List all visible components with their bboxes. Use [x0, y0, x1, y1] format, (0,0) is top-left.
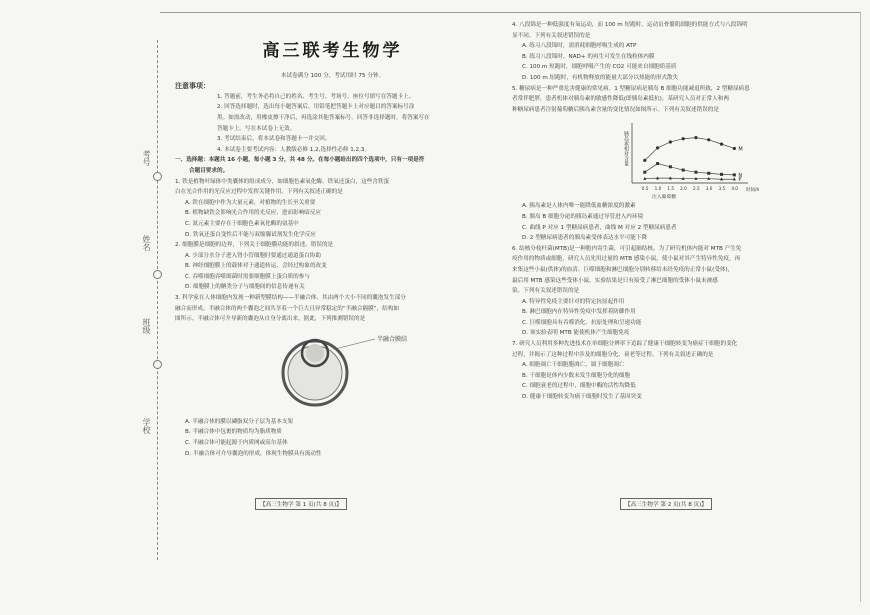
question-stem: 融合而形成。半融合体的两个囊泡之间共享着一个巨大且异常稳定的“半融合隔膜”，结构如 [175, 305, 399, 312]
question-stem: 7. 研究人员利用多种先进技术在单细胞分辨率下追踪了健康干细胞转变为癌症干细胞的变化 [512, 341, 738, 348]
sidebar-label-exam-number: 考号 [142, 150, 151, 166]
option: A. 特异性免疫主要针对的特定抗原起作用 [522, 298, 625, 305]
option: C. 100 m 短跑时，细胞呼吸产生的 CO2 可能来自细胞质基质 [522, 64, 677, 71]
data-point-M [694, 136, 697, 139]
data-point-M [643, 159, 646, 162]
data-point-N [682, 169, 685, 172]
x-tick-label: 3.0 [705, 186, 713, 192]
data-point-M [656, 147, 659, 150]
binding-hole [153, 270, 162, 279]
notice-line: 2. 回答选择题时，选出每小题答案后，用铅笔把答题卡上对应题目的答案标号涂 [217, 104, 415, 111]
notice-line: 3. 考试结束后，将本试卷和答题卡一并交回。 [217, 136, 331, 143]
question-stem: 白在光合作用的光反应过程中发挥关键作用。下列有关叙述正确的是 [175, 189, 343, 196]
question-stem: 1. 铁是植物叶绿体中类囊体的组成成分，如细胞色素氧化酶、铁氧还蛋白，这些含铁蛋 [175, 178, 390, 185]
option: C. 曲线 P 对应 1 型糖尿病患者，曲线 M 对应 2 型糖尿病患者 [522, 224, 677, 231]
option: A. 细胞凋亡干细胞胞凋亡，属于细胞凋亡 [522, 362, 625, 369]
question-stem: 5. 糖尿病是一种严重危害健康的常见病。1 型糖尿病是胰岛 B 细胞功能减退所致，2 型糖尿病患 [512, 85, 750, 92]
y-axis-label: 胰岛素相对含量 [623, 131, 629, 167]
data-point-N [694, 171, 697, 174]
option: A. 半融合体的膜以磷脂双分子层为基本支架 [185, 418, 293, 425]
option: A. 少部分水分子进入肾小管细胞时要通过通道蛋白协助 [185, 252, 321, 259]
series-label-N: N [738, 173, 743, 180]
notice-title: 注意事项： [175, 82, 210, 91]
series-label-P: P [738, 177, 742, 184]
option: B. 半融合体中包裹的物质均为脂质物质 [185, 429, 282, 436]
option: D. 铁氧还蛋白变性后不能与双缩脲试剂发生化学反应 [185, 231, 316, 238]
figure-label: 半融合膜结 [377, 335, 408, 343]
exam-title: 高三联考生物学 [262, 41, 403, 61]
question-stem: 染。下列有关叙述错误的是 [512, 288, 580, 295]
option: D. 健康干细胞转变为癌干细胞时发生了基因突变 [522, 394, 642, 401]
top-border [160, 12, 860, 13]
section-heading: 一、选择题：本题共 16 小题，每小题 3 分，共 48 分。在每小题给出的四个选项中，只有一项是符 [175, 157, 425, 164]
option: B. 神经细胞膜上的载体对于通道转运，会经过构象的改变 [185, 263, 327, 270]
data-point-N [656, 162, 659, 165]
notice-line: 4. 本试卷主要考试内容：人教版必修 1,2,选择性必修 1,2,3。 [217, 146, 371, 153]
option: D. 该实验表明 MTB 能使机体产生细胞免疫 [522, 330, 630, 337]
x-tick-label: 1.5 [667, 186, 675, 192]
question-stem: 2. 细胞膜是细胞的边界，下列关于细胞膜功能的叙述，错误的是 [175, 242, 334, 249]
binding-hole [153, 172, 162, 181]
option: C. 半融合体可能起源于内质网或高尔基体 [185, 440, 288, 447]
x-axis-label: 时间/h [746, 188, 760, 194]
notice-line: 1. 答题前，考生务必将自己的姓名、考生号、考场号、座位号填写在答题卡上。 [217, 93, 415, 100]
x-tick-label: 4.0 [731, 186, 738, 192]
option: A. 胰岛素是人体内唯一能降低血糖浓度的激素 [522, 203, 636, 210]
question-stem: 者常伴肥胖，患者机体对胰岛素的敏感性降低(即胰岛素抵抗)。某研究人员对正常人和两 [512, 96, 729, 103]
question-stem: 显不同。下列有关叙述错误的是 [512, 32, 591, 39]
question-stem: 疫作用的物质或细胞，研究人员先用过量的 MTB 感染小鼠，使小鼠对其产生特异性免疫，再 [512, 256, 741, 263]
insulin-chart-svg [512, 117, 842, 199]
x-tick-label: 2.0 [680, 186, 687, 192]
hemifusion-diagram [175, 327, 490, 415]
question-stem: 6. 结核分枝杆菌(MTB)是一种胞内寄生菌，可引起肺结核。为了研究机体内能对 MTB 产生免 [512, 245, 742, 252]
question-stem: 最后用 MTB 感染这些受体小鼠。实验结果是只有接受了淋巴细胞的受体小鼠未被感 [512, 277, 718, 284]
option: B. 胰岛 B 细胞分泌的胰岛素通过导管进入内环境 [522, 213, 644, 220]
option: C. 细胞衰老的过程中，细胞中酶的活性均降低 [522, 383, 636, 390]
binding-hole [153, 360, 162, 369]
right-edge [860, 12, 861, 602]
small-vesicle-lumen [306, 344, 324, 362]
data-point-N [707, 172, 710, 175]
data-point-N [669, 166, 672, 169]
question-stem: 过程，并揭示了这种过程中涉及的细胞分化、衰老等过程。下列有关叙述正确的是 [512, 351, 714, 358]
question-stem: 4. 八段锦是一种低强度有氧运动，而 100 m 短跑时，运动员骨骼肌细胞的供能方式与八段锦明 [512, 22, 748, 28]
hemifusion-figure [175, 327, 490, 415]
page-footer-right: 【高三生物学 第 2 页(共 8 页)】 [620, 498, 712, 510]
section-heading-cont: 合题目要求的。 [189, 167, 229, 174]
option: A. 铁在细胞中作为大量元素，对植物的生长至关重要 [185, 199, 316, 206]
notice-line: 答题卡上。写在本试卷上无效。 [217, 125, 296, 132]
option: C. 吞噬细胞吞噬细菌时需要细胞膜上蛋白质的参与 [185, 273, 310, 280]
insulin-chart [512, 117, 842, 199]
option: C. 氮元素主要存在于细胞色素氧化酶的氨基中 [185, 220, 299, 227]
option: B. 淋巴细胞内在特异性免疫中发挥着防御作用 [522, 309, 636, 316]
right-column [512, 20, 842, 403]
option: A. 练习八段锦时，需消耗细胞呼吸生成的 ATP [522, 43, 637, 50]
option: D. 2 型糖尿病患者的胰岛素受体表达水平可能下降 [522, 235, 648, 242]
exam-meta: 本试卷满分 100 分，考试用时 75 分钟。 [280, 72, 385, 79]
question-stem: 来集这些小鼠(供体)的血清、巨噬细胞和淋巴细胞分别转移给未经免疫的正常小鼠(受体)， [512, 266, 734, 273]
option: D. 100 m 短跑时，有机物释放的能量大部分以热能的形式散失 [522, 74, 679, 81]
binding-line [157, 40, 158, 560]
chart-caption: 注入葡萄糖 [652, 195, 676, 200]
series-label-M: M [738, 146, 743, 153]
sidebar-label-class: 班级 [142, 318, 151, 334]
data-point-M [682, 137, 685, 140]
left-column [175, 20, 490, 459]
question-stem: 3. 科学家在人体细胞内发现一种新型膜结构——半融合体，其由两个大小不同的囊泡发生部分 [175, 295, 406, 302]
page-footer-left: 【高三生物学 第 1 页(共 8 页)】 [255, 498, 347, 510]
question-stem: 图所示。半融合体可介导新的囊泡从自身分离出来。据此，下列推测错误的是 [175, 316, 366, 323]
sidebar-label-school: 学校 [142, 418, 151, 434]
x-tick-label: 3.5 [718, 186, 726, 192]
option: B. 练习八段锦时，NAD+ 的再生可发生在线粒体内膜 [522, 53, 655, 60]
data-point-N [643, 171, 646, 174]
data-point-N [720, 173, 723, 176]
option: C. 巨噬细胞具有吞噬消化、抗原处理和呈递功能 [522, 319, 642, 326]
question-stem: 种糖尿病患者注射葡萄糖后胰岛素含量的变化情况如图所示。下列有关叙述错误的是 [512, 106, 719, 113]
option: B. 干细胞是体内少数未发生细胞分化的细胞 [522, 372, 631, 379]
option: B. 植物缺铁会影响光合作用的光反应，进而影响暗反应 [185, 210, 322, 217]
data-point-M [720, 143, 723, 146]
option: D. 半融合体可介导囊泡的形成，体现生物膜具有流动性 [185, 450, 322, 457]
x-tick-label: 2.5 [692, 186, 700, 192]
x-tick-label: 1.0 [654, 186, 662, 192]
notice-line: 黑。如需改动，用橡皮擦干净后，再选涂其他答案标号。回答非选择题时，将答案写在 [217, 114, 430, 121]
data-point-M [733, 147, 736, 150]
data-point-M [707, 139, 710, 142]
data-point-N [733, 174, 736, 177]
data-point-M [669, 141, 672, 144]
sidebar-label-name: 姓名 [142, 235, 151, 251]
x-tick-label: 0.5 [641, 186, 649, 192]
label-pointer [335, 339, 375, 349]
option: D. 细胞膜上的糖类分子与细胞间的信息传递有关 [185, 284, 305, 291]
